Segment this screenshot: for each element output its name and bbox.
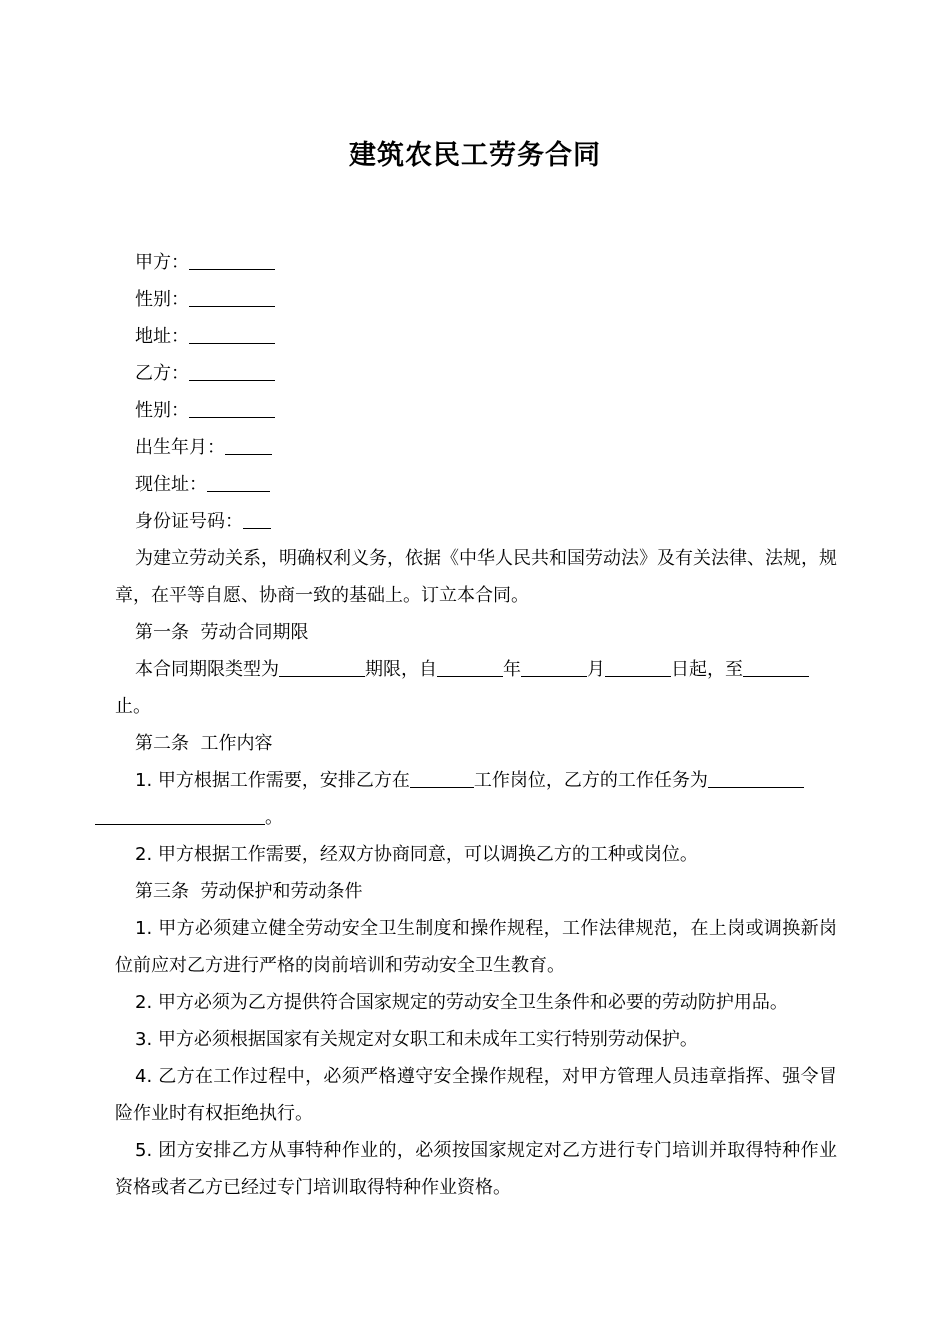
article3-item4: 4. 乙方在工作过程中，必须严格遵守安全操作规程，对甲方管理人员违章指挥、强令冒险作业时有权拒绝执行。 [115,1066,837,1124]
term-type-blank [279,656,365,677]
article3-item2: 2. 甲方必须为乙方提供符合国家规定的劳动安全卫生条件和必要的劳动防护用品。 [135,992,788,1013]
address-blank [189,323,275,344]
post-text: 1. 甲方根据工作需要，安排乙方在 [135,770,410,791]
party-b-label: 乙方： [135,363,189,384]
document-title: 建筑农民工劳务合同 [349,140,601,171]
residence-blank [207,471,270,492]
task-blank-1 [708,767,804,788]
article2-item1 [115,762,837,836]
contract-body [115,244,837,1206]
birth-blank [225,434,272,455]
start-year-blank [437,656,503,677]
residence-line [115,466,837,503]
birth-line [115,429,837,466]
gender-b-line [115,392,837,429]
end-text: 止。 [115,696,151,717]
end-date-blank [743,656,809,677]
residence-label: 现住址： [135,474,207,495]
gender-a-line [115,281,837,318]
address-label: 地址： [135,326,189,347]
party-b-blank [189,360,275,381]
gender-a-label: 性别： [135,289,189,310]
start-month-blank [521,656,587,677]
party-a-line [115,244,837,281]
task-end-text: 。 [265,807,283,828]
article1-paragraph [115,651,837,725]
party-a-blank [189,249,275,270]
address-line [115,318,837,355]
start-day-blank [605,656,671,677]
task-blank-2 [95,804,265,825]
post-blank [410,767,474,788]
article3-item1: 1. 甲方必须建立健全劳动安全卫生制度和操作规程，工作法律规范，在上岗或调换新岗位前应对乙方进行严格的岗前培训和劳动安全卫生教育。 [115,918,837,976]
term-type-text: 本合同期限类型为 [135,659,279,680]
term-from-text: 期限，自 [365,659,437,680]
party-b-line [115,355,837,392]
gender-a-blank [189,286,275,307]
preamble-paragraph: 为建立劳动关系，明确权利义务，依据《中华人民共和国劳动法》及有关法律、法规，规章，在平等自愿、协商一致的基础上。订立本合同。 [115,548,837,606]
article2-heading: 第二条 工作内容 [135,733,273,754]
article3-item5: 5. 团方安排乙方从事特种作业的，必须按国家规定对乙方进行专门培训并取得特种作业资格或者乙方已经过专门培训取得特种作业资格。 [115,1140,837,1198]
id-number-blank [243,508,271,529]
article1-heading: 第一条 劳动合同期限 [135,622,309,643]
year-text: 年 [503,659,521,680]
article3-heading: 第三条 劳动保护和劳动条件 [135,881,363,902]
birth-label: 出生年月： [135,437,225,458]
gender-b-label: 性别： [135,400,189,421]
gender-b-blank [189,397,275,418]
article3-item3: 3. 甲方必须根据国家有关规定对女职工和未成年工实行特别劳动保护。 [135,1029,698,1050]
id-number-label: 身份证号码： [135,511,243,532]
day-until-text: 日起，至 [671,659,743,680]
party-a-label: 甲方： [135,252,189,273]
id-number-line [115,503,837,540]
task-text: 工作岗位，乙方的工作任务为 [473,770,708,791]
article2-item2: 2. 甲方根据工作需要，经双方协商同意，可以调换乙方的工种或岗位。 [135,844,698,865]
month-text: 月 [587,659,605,680]
